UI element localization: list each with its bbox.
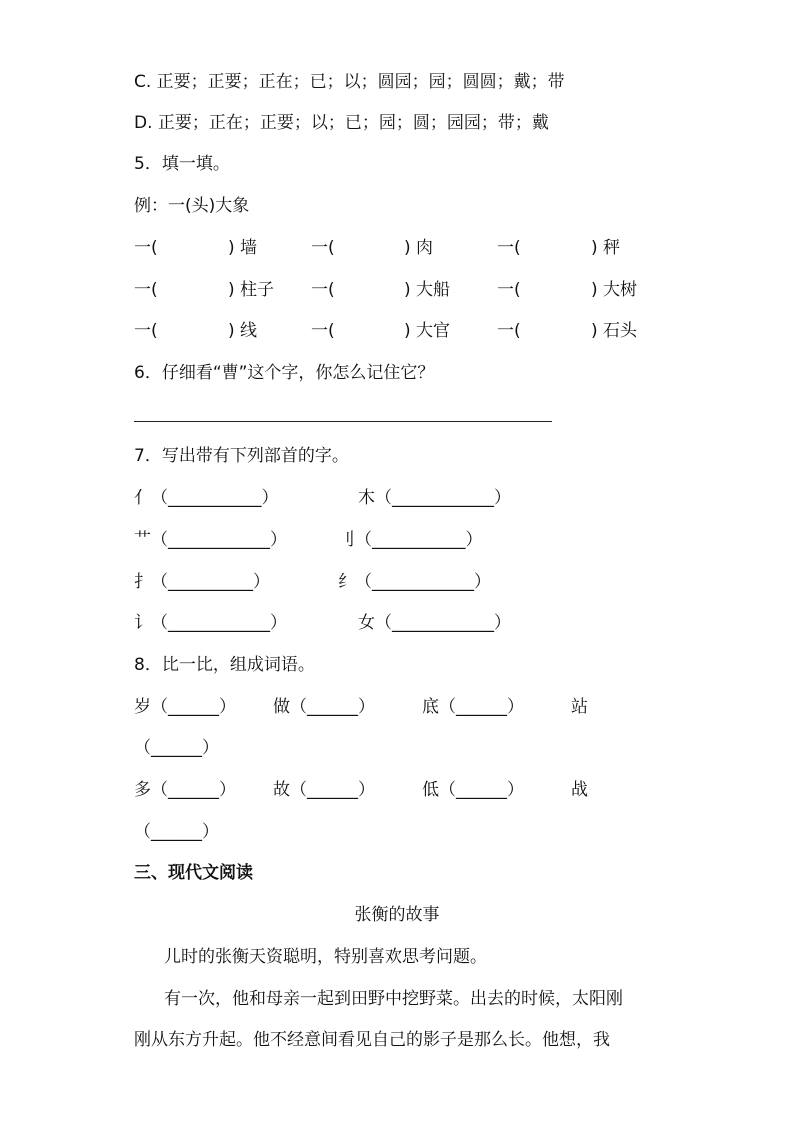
fill-blank-open: 一( — [134, 238, 158, 258]
radical-blank: 艹（____________） — [134, 530, 287, 550]
compare-char: 战 — [571, 780, 588, 800]
fill-blank-close: ) 大船 — [404, 280, 451, 300]
question-6-title: 6．仔细看“曹”这个字，你怎么记住它？ — [134, 363, 435, 383]
fill-blank-close: ) 秤 — [591, 238, 621, 258]
fill-blank-open: 一( — [311, 321, 335, 341]
compare-blank: 低（______） — [422, 780, 524, 800]
question-7-title: 7．写出带有下列部首的字。 — [134, 446, 349, 466]
fill-blank-close: ) 肉 — [404, 238, 434, 258]
option-c: C. 正要；正要；正在；已；以；圆园；园；圆圆；戴；带 — [134, 72, 565, 92]
story-title: 张衡的故事 — [354, 905, 440, 925]
compare-blank: 底（______） — [422, 697, 524, 717]
fill-blank-open: 一( — [134, 321, 158, 341]
compare-blank: 做（______） — [273, 697, 375, 717]
radical-blank: 亻（___________） — [134, 488, 279, 508]
fill-blank-open: 一( — [311, 280, 335, 300]
fill-blank-close: ) 大树 — [591, 280, 638, 300]
radical-blank: 讠（____________） — [134, 613, 287, 633]
compare-blank: 多（______） — [134, 780, 236, 800]
fill-blank-open: 一( — [497, 321, 521, 341]
option-d: D. 正要；正在；正要；以；已；园；圆；园园；带；戴 — [134, 113, 549, 133]
paragraph-2-line-1: 有一次，他和母亲一起到田野中挖野菜。出去的时候，太阳刚 — [164, 989, 623, 1009]
answer-line — [134, 421, 552, 422]
compare-blank: 故（______） — [273, 780, 375, 800]
paragraph-2-line-2: 刚从东方升起。他不经意间看见自己的影子是那么长。他想，我 — [134, 1030, 610, 1050]
radical-blank: 木（____________） — [358, 488, 511, 508]
radical-blank: 刂（___________） — [338, 530, 483, 550]
compare-blank: 岁（______） — [134, 697, 236, 717]
fill-blank-close: ) 线 — [228, 321, 258, 341]
fill-blank-close: ) 大官 — [404, 321, 451, 341]
question-5-title: 5．填一填。 — [134, 154, 230, 174]
fill-blank-open: 一( — [497, 238, 521, 258]
compare-blank: （______） — [134, 738, 219, 758]
fill-blank-open: 一( — [134, 280, 158, 300]
question-8-title: 8．比一比，组成词语。 — [134, 655, 315, 675]
fill-blank-close: ) 石头 — [591, 321, 638, 341]
fill-blank-close: ) 墙 — [228, 238, 258, 258]
fill-blank-open: 一( — [497, 280, 521, 300]
radical-blank: 女（____________） — [358, 613, 511, 633]
question-5-example: 例：一(头)大象 — [134, 196, 250, 216]
compare-char: 站 — [571, 697, 588, 717]
fill-blank-open: 一( — [311, 238, 335, 258]
section-heading: 三、现代文阅读 — [134, 863, 253, 883]
fill-blank-close: ) 柱子 — [228, 280, 275, 300]
radical-blank: 扌（__________） — [134, 572, 270, 592]
radical-blank: 纟（____________） — [338, 572, 491, 592]
paragraph-1: 儿时的张衡天资聪明，特别喜欢思考问题。 — [164, 947, 487, 967]
compare-blank: （______） — [134, 822, 219, 842]
